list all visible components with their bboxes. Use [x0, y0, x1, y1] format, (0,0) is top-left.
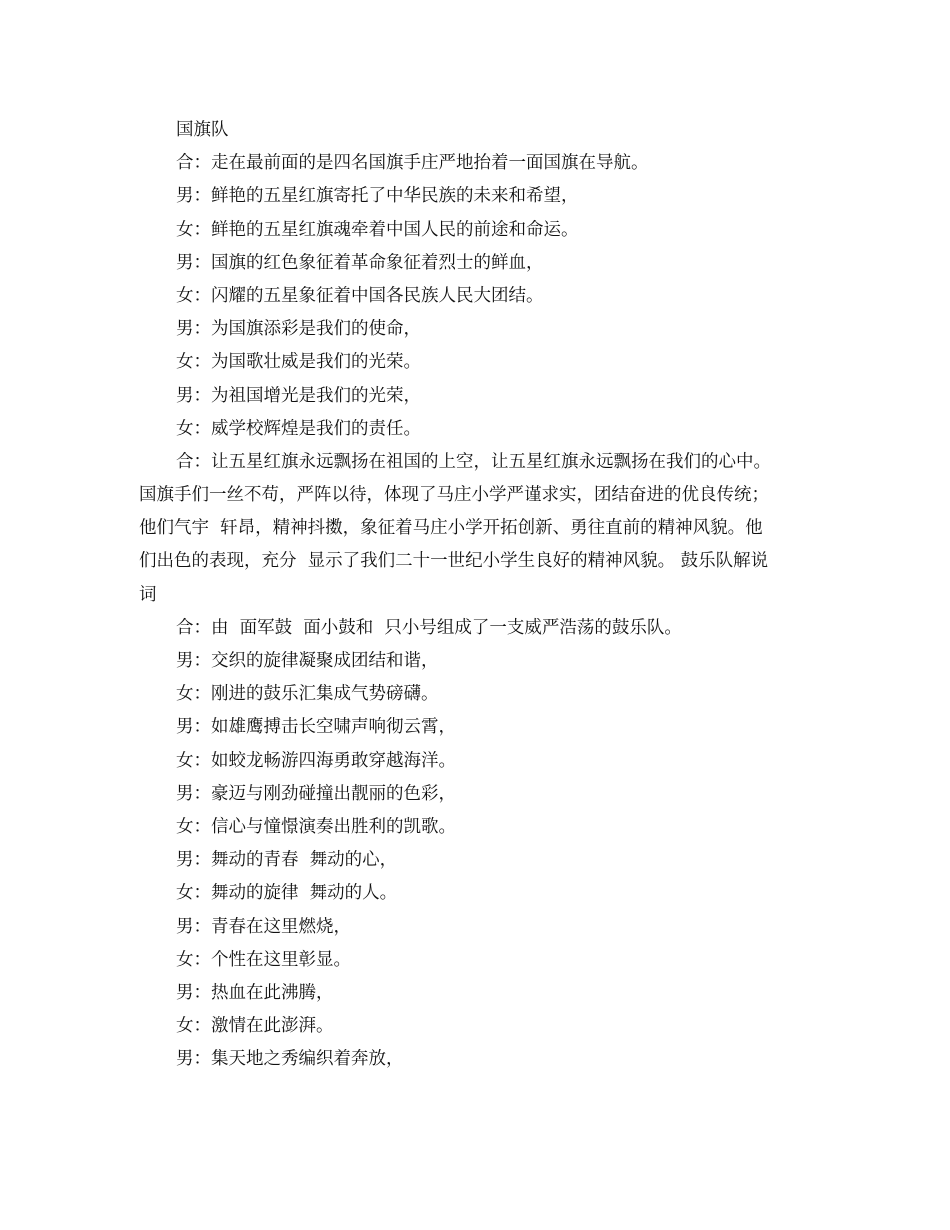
text-line: 男：集天地之秀编织着奔放， [176, 1049, 404, 1070]
paragraph-line: 国旗手们一丝不苟，严阵以待，体现了马庄小学严谨求实，团结奋进的优良传统； [139, 485, 769, 506]
text-line: 女：舞动的旋律 舞动的人。 [176, 883, 398, 904]
paragraph-line: 们出色的表现，充分 显示了我们二十一世纪小学生良好的精神风貌。 鼓乐队解说 [139, 551, 769, 572]
text-line: 女：闪耀的五星象征着中国各民族人民大团结。 [176, 285, 544, 306]
text-line: 女：刚进的鼓乐汇集成气势磅礴。 [176, 684, 439, 705]
text-line: 女：鲜艳的五星红旗魂牵着中国人民的前途和命运。 [176, 219, 579, 240]
text-line: 男：为祖国增光是我们的光荣， [176, 385, 421, 406]
paragraph-line: 合：让五星红旗永远飘扬在祖国的上空，让五星红旗永远飘扬在我们的心中。 [176, 451, 771, 472]
text-line: 男：青春在这里燃烧， [176, 916, 351, 937]
text-line: 男：为国旗添彩是我们的使命， [176, 319, 421, 340]
text-line: 女：个性在这里彰显。 [176, 949, 351, 970]
text-line: 男：鲜艳的五星红旗寄托了中华民族的未来和希望， [176, 186, 579, 207]
document-body [139, 114, 819, 1076]
text-line: 合：走在最前面的是四名国旗手庄严地抬着一面国旗在导航。 [176, 153, 649, 174]
text-line: 女：威学校辉煌是我们的责任。 [176, 418, 421, 439]
text-line: 合：由 面军鼓 面小鼓和 只小号组成了一支威严浩荡的鼓乐队。 [176, 617, 682, 638]
text-line: 女：信心与憧憬演奏出胜利的凯歌。 [176, 816, 456, 837]
text-line: 女：如蛟龙畅游四海勇敢穿越海洋。 [176, 750, 456, 771]
paragraph-line: 词 [139, 584, 157, 605]
text-line: 男：如雄鹰搏击长空啸声响彻云霄， [176, 717, 456, 738]
paragraph-line: 他们气宇 轩昂，精神抖擞，象征着马庄小学开拓创新、勇往直前的精神风貌。他 [139, 518, 763, 539]
text-line: 男：交织的旋律凝聚成团结和谐， [176, 651, 439, 671]
text-line: 男：国旗的红色象征着革命象征着烈士的鲜血， [176, 252, 544, 273]
section-heading: 国旗队 [176, 120, 229, 140]
text-line: 男：舞动的青春 舞动的心， [176, 850, 398, 871]
text-line: 男：豪迈与刚劲碰撞出靓丽的色彩， [176, 783, 456, 804]
text-line: 女：激情在此澎湃。 [176, 1016, 334, 1037]
text-line: 男：热血在此沸腾， [176, 982, 334, 1003]
text-line: 女：为国歌壮威是我们的光荣。 [176, 352, 421, 373]
